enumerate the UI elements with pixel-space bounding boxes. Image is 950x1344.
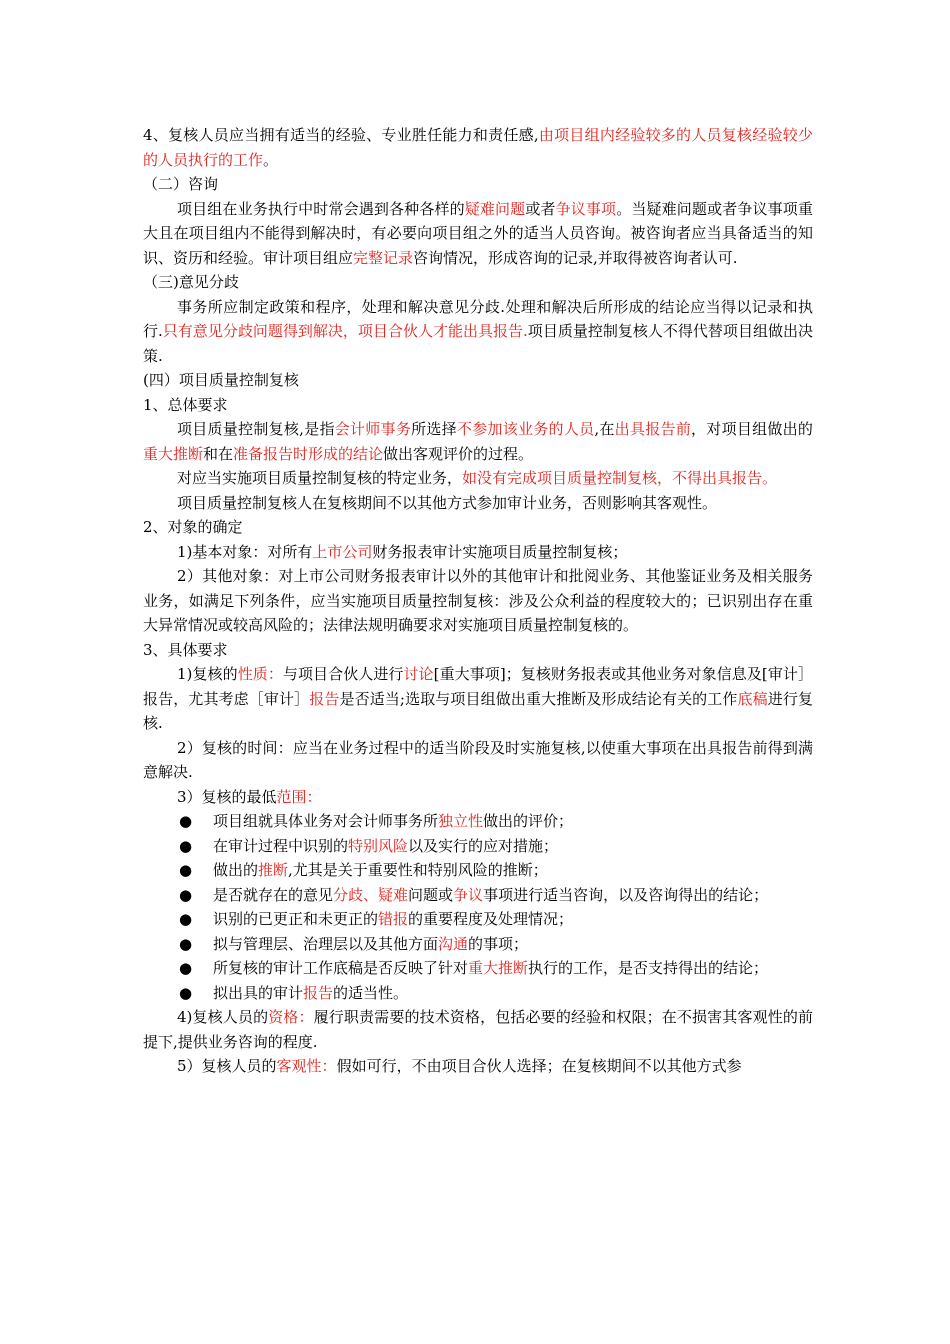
- text-run: 的重要程度及处理情况；: [408, 910, 574, 928]
- bullet-item: [143, 858, 813, 883]
- text-run: 是否适当;选取与项目组做出重大推断及形成结论有关的工作: [339, 689, 738, 708]
- highlighted-text: 分歧、疑难: [333, 885, 409, 904]
- highlighted-text: 资格：: [268, 1008, 314, 1026]
- bullet-item: [143, 809, 813, 834]
- body-paragraph: [143, 491, 813, 516]
- bullet-item: [143, 981, 813, 1006]
- highlighted-text: 重大推断: [143, 444, 204, 463]
- document-body: [143, 123, 813, 1079]
- bullet-icon: ●: [179, 812, 193, 830]
- text-run: 5）复核人员的: [177, 1057, 277, 1075]
- text-run: （三)意见分歧: [143, 273, 239, 291]
- text-run: ,在: [594, 420, 615, 438]
- highlighted-text: 不参加该业务的人员: [456, 420, 595, 438]
- highlighted-text: 讨论: [403, 665, 434, 683]
- text-run: 。当疑难问题或者争议事项重大且在项目组内不能得到解决时，有必要向项目组之外的适当人员咨询。被咨询者应当具备适当的知识、资历和经验。审计项目组应: [143, 199, 813, 267]
- text-run: 财务报表审计实施项目质量控制复核；: [372, 542, 628, 561]
- text-run: [重大事项]；复核财务报表或其他业务对象信息及[审计］报告，尤其考虑［审计］: [143, 665, 813, 708]
- bullet-item: [143, 834, 813, 859]
- text-run: 项目质量控制复核人不得代替项目组做出决策.: [143, 322, 813, 365]
- body-paragraph: [143, 1005, 813, 1054]
- bullet-item: [143, 883, 813, 908]
- text-run: 2）复核的时间：应当在业务过程中的适当阶段及时实施复核,以使重大事项在出具报告前得到满意解决.: [143, 738, 813, 781]
- highlighted-text: 独立性: [438, 812, 484, 830]
- text-run: 识别的已更正和未更正的: [213, 910, 379, 928]
- highlighted-text: 只有意见分歧问题得到解决，项目合伙人才能出具报告.: [162, 322, 528, 340]
- text-run: 3、具体要求: [143, 640, 228, 659]
- body-paragraph: [143, 466, 813, 491]
- text-run: 假如可行，不由项目合伙人选择；在复核期间不以其他方式参: [336, 1057, 742, 1075]
- text-run: 以及实行的应对措施；: [408, 836, 559, 855]
- text-run: 或者: [525, 199, 556, 218]
- highlighted-text: 客观性：: [276, 1057, 337, 1075]
- body-paragraph: [143, 785, 813, 810]
- text-run: 对应当实施项目质量控制复核的特定业务，: [177, 469, 463, 487]
- text-run: 是否就存在的意见: [213, 885, 334, 904]
- highlighted-text: 争议事项: [555, 199, 617, 218]
- text-run: 项目组在业务执行中时常会遇到各种各样的: [177, 199, 465, 218]
- body-paragraph: [143, 540, 813, 565]
- text-run: 做出的评价；: [483, 812, 574, 830]
- body-paragraph: [143, 564, 813, 638]
- text-run: （二）咨询: [143, 175, 219, 193]
- text-run: 项目组就具体业务对会计师事务所: [213, 812, 439, 830]
- highlighted-text: 疑难问题: [464, 199, 526, 218]
- highlighted-text: 沟通: [438, 934, 469, 953]
- text-run: 2、对象的确定: [143, 518, 243, 536]
- text-run: 4、复核人员应当拥有适当的经验、专业胜任能力和责任感,: [143, 126, 539, 144]
- text-run: 做出的: [213, 861, 259, 879]
- body-paragraph: [143, 736, 813, 785]
- highlighted-text: 由项目组内经验较多的人员复核经验较少的人员执行的工作: [143, 126, 813, 169]
- text-run: 在审计过程中识别的: [213, 836, 349, 855]
- section-heading: [143, 368, 813, 393]
- highlighted-text: 上市公司: [312, 542, 373, 561]
- text-run: 3）复核的最低: [177, 787, 277, 806]
- body-paragraph: [143, 662, 813, 736]
- text-run: 问题或: [408, 885, 454, 904]
- text-run: 事项进行适当咨询，以及咨询得出的结论；: [483, 885, 769, 904]
- bullet-icon: ●: [179, 983, 193, 1002]
- highlighted-text: 出具报告前: [614, 420, 692, 438]
- text-run: 咨询情况，形成咨询的记录,并取得被咨询者认可.: [413, 248, 738, 267]
- text-run: 拟与管理层、治理层以及其他方面: [213, 934, 439, 953]
- text-run: 执行的工作，是否支持得出的结论；: [528, 959, 769, 977]
- highlighted-text: 报告: [303, 983, 334, 1002]
- highlighted-text: 完整记录: [353, 248, 414, 267]
- bullet-item: [143, 907, 813, 932]
- text-run: (四）项目质量控制复核: [143, 371, 299, 389]
- text-run: 事务所应制定政策和程序，处理和解决意见分歧.处理和解决后所形成的结论应当得以记录和执行.: [143, 297, 813, 340]
- section-heading: [143, 270, 813, 295]
- text-run: 2）其他对象：对上市公司财务报表审计以外的其他审计和批阅业务、其他鉴证业务及相关服务业务，如满足下列条件，应当实施项目质量控制复核：涉及公众利益的程度较大的；已识别出存在重大异常情况或较高风险的；法律法规明确要求对实施项目质量控制复核的。: [143, 567, 813, 634]
- body-paragraph: [143, 123, 813, 172]
- highlighted-text: 错报: [378, 910, 409, 928]
- text-run: 4)复核人员的: [177, 1008, 269, 1026]
- text-run: ,尤其是关于重要性和特别风险的推断；: [288, 861, 548, 879]
- highlighted-text: 范围：: [276, 787, 322, 806]
- text-run: 进行复核.: [143, 689, 813, 732]
- section-heading: [143, 393, 813, 418]
- highlighted-text: 推断: [258, 861, 289, 879]
- body-paragraph: [143, 1054, 813, 1079]
- highlighted-text: 重大推断: [468, 959, 529, 977]
- highlighted-text: 底稿: [737, 689, 768, 708]
- section-heading: [143, 638, 813, 663]
- highlighted-text: 如没有完成项目质量控制复核，不得出具报告。: [462, 469, 778, 487]
- text-run: 所选择: [411, 420, 457, 438]
- text-run: 项目质量控制复核人在复核期间不以其他方式参加审计业务，否则影响其客观性。: [177, 493, 718, 512]
- bullet-item: [143, 956, 813, 981]
- text-run: ，对项目组做出的: [691, 420, 813, 438]
- section-heading: [143, 172, 813, 197]
- bullet-icon: ●: [179, 959, 193, 977]
- text-run: 1、总体要求: [143, 395, 228, 414]
- text-run: 的事项；: [468, 934, 529, 953]
- text-run: 履行职责需要的技术资格，包括必要的经验和权限；在不损害其客观性的前提下,提供业务咨询的程度.: [143, 1008, 813, 1051]
- bullet-icon: ●: [179, 836, 193, 855]
- bullet-icon: ●: [179, 934, 193, 953]
- body-paragraph: [143, 197, 813, 271]
- text-run: 1)基本对象：对所有: [177, 542, 313, 561]
- text-run: 。: [263, 150, 279, 169]
- text-run: 的适当性。: [333, 983, 409, 1002]
- bullet-item: [143, 932, 813, 957]
- text-run: 和在: [203, 444, 234, 463]
- highlighted-text: 准备报告时形成的结论: [233, 444, 384, 463]
- bullet-icon: ●: [179, 861, 193, 879]
- text-run: 拟出具的审计: [213, 983, 304, 1002]
- body-paragraph: [143, 417, 813, 466]
- highlighted-text: 报告: [309, 689, 340, 708]
- bullet-icon: ●: [179, 885, 193, 904]
- highlighted-text: 特别风险: [348, 836, 409, 855]
- body-paragraph: [143, 295, 813, 369]
- bullet-icon: ●: [179, 910, 193, 928]
- text-run: 1)复核的: [177, 665, 238, 683]
- highlighted-text: 会计师事务: [334, 420, 412, 438]
- text-run: 与项目合伙人进行: [282, 665, 404, 683]
- highlighted-text: 争议: [453, 885, 484, 904]
- section-heading: [143, 515, 813, 540]
- text-run: 所复核的审计工作底稿是否反映了针对: [213, 959, 469, 977]
- highlighted-text: 性质：: [237, 665, 283, 683]
- text-run: 项目质量控制复核,是指: [177, 420, 335, 438]
- text-run: 做出客观评价的过程。: [383, 444, 534, 463]
